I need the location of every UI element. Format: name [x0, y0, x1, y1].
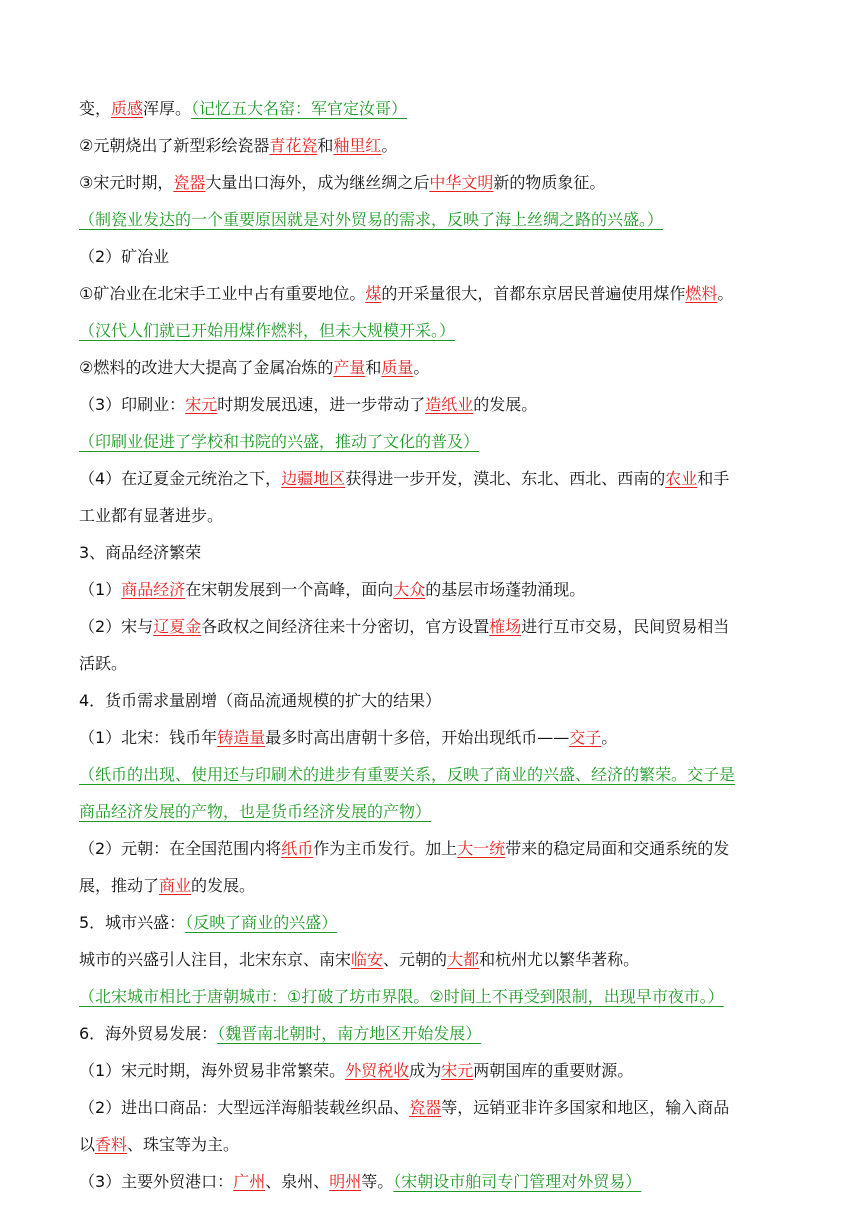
key-term: 广州 — [233, 1172, 266, 1191]
key-term: 香料 — [95, 1135, 128, 1154]
text-run: 成为 — [409, 1061, 442, 1080]
text-line — [79, 765, 791, 785]
key-term: 辽夏金 — [153, 617, 202, 636]
text-line — [79, 1024, 791, 1044]
text-run: （1）宋元时期，海外贸易非常繁荣。 — [79, 1061, 346, 1080]
text-run: 和 — [317, 136, 334, 155]
key-term: 纸币 — [281, 839, 314, 858]
text-run: 作为主币发行。加上 — [313, 839, 458, 858]
text-run: （1）北宋：钱币年 — [79, 728, 218, 747]
text-line — [79, 1135, 791, 1155]
text-line — [79, 1061, 791, 1081]
key-term: 质感 — [111, 99, 144, 118]
text-run: 和杭州尤以繁华著称。 — [479, 950, 640, 969]
text-run: 的发展。 — [191, 876, 256, 895]
text-run: 两朝国库的重要财源。 — [473, 1061, 634, 1080]
key-term: 大一统 — [457, 839, 506, 858]
key-term: 宋元 — [441, 1061, 474, 1080]
annotation-note: （记忆五大名窑：军官定汝哥） — [191, 99, 408, 118]
text-line — [79, 876, 791, 896]
text-line — [79, 432, 791, 452]
annotation-note: 商品经济发展的产物，也是货币经济发展的产物） — [79, 802, 432, 821]
text-line — [79, 913, 791, 933]
text-run: 。 — [413, 358, 430, 377]
text-line — [79, 1098, 791, 1118]
key-term: 外贸税收 — [345, 1061, 410, 1080]
text-run: 展，推动了 — [79, 876, 160, 895]
key-term: 明州 — [329, 1172, 362, 1191]
text-line — [79, 469, 791, 489]
text-run: 、元朝的 — [383, 950, 448, 969]
text-run: 的基层市场蓬勃涌现。 — [425, 580, 586, 599]
text-line — [79, 654, 791, 674]
key-term: 青花瓷 — [269, 136, 318, 155]
text-line — [79, 543, 791, 563]
text-line — [79, 580, 791, 600]
text-run: 各政权之间经济往来十分密切，官方设置 — [201, 617, 490, 636]
text-line — [79, 247, 791, 267]
text-run: （1） — [79, 580, 122, 599]
text-run: 浑厚。 — [143, 99, 192, 118]
annotation-note: （反映了商业的兴盛） — [185, 913, 338, 932]
text-line — [79, 210, 791, 230]
key-term: 边疆地区 — [281, 469, 346, 488]
text-line — [79, 691, 791, 711]
text-run: 变， — [79, 99, 112, 118]
text-run: 。 — [601, 728, 618, 747]
text-line — [79, 173, 791, 193]
key-term: 大众 — [393, 580, 426, 599]
text-run: 城市的兴盛引人注目，北宋东京、南宋 — [79, 950, 352, 969]
key-term: 煤 — [365, 284, 382, 303]
key-term: 商品经济 — [121, 580, 186, 599]
text-run: 时期发展迅速，进一步带动了 — [217, 395, 426, 414]
text-run: ②燃料的改进大大提高了金属冶炼的 — [79, 358, 334, 377]
text-line — [79, 987, 791, 1007]
text-run: 。 — [717, 284, 734, 303]
annotation-note: （汉代人们就已开始用煤作燃料，但未大规模开采。） — [79, 321, 456, 340]
annotation-note: （魏晋南北朝时，南方地区开始发展） — [217, 1024, 482, 1043]
text-run: 等。 — [361, 1172, 394, 1191]
text-run: （2）进出口商品：大型远洋海船装载丝织品、 — [79, 1098, 410, 1117]
text-line — [79, 284, 791, 304]
text-line — [79, 395, 791, 415]
text-run: 新的物质象征。 — [493, 173, 606, 192]
key-term: 造纸业 — [425, 395, 474, 414]
annotation-note: （印刷业促进了学校和书院的兴盛，推动了文化的普及） — [79, 432, 480, 451]
key-term: 商业 — [159, 876, 192, 895]
text-run: （2）元朝：在全国范围内将 — [79, 839, 282, 858]
text-run: 进行互市交易，民间贸易相当 — [521, 617, 730, 636]
text-run: ②元朝烧出了新型彩绘瓷器 — [79, 136, 270, 155]
text-line — [79, 358, 791, 378]
key-term: 釉里红 — [333, 136, 382, 155]
key-term: 交子 — [569, 728, 602, 747]
text-run: 、珠宝等为主。 — [127, 1135, 240, 1154]
key-term: 瓷器 — [409, 1098, 442, 1117]
text-line — [79, 728, 791, 748]
text-line — [79, 617, 791, 637]
text-line — [79, 839, 791, 859]
text-run: 、泉州、 — [265, 1172, 330, 1191]
key-term: 宋元 — [185, 395, 218, 414]
text-line — [79, 136, 791, 156]
key-term: 产量 — [333, 358, 366, 377]
text-run: 大量出口海外，成为继丝绸之后 — [205, 173, 430, 192]
key-term: 榷场 — [489, 617, 522, 636]
text-run: 以 — [79, 1135, 96, 1154]
key-term: 临安 — [351, 950, 384, 969]
annotation-note: （制瓷业发达的一个重要原因就是对外贸易的需求，反映了海上丝绸之路的兴盛。） — [79, 210, 664, 229]
key-term: 中华文明 — [429, 173, 494, 192]
text-line — [79, 1172, 791, 1192]
text-run: 6．海外贸易发展： — [79, 1024, 218, 1043]
text-run: 等，远销亚非许多国家和地区，输入商品 — [441, 1098, 730, 1117]
text-run: 3、商品经济繁荣 — [79, 543, 202, 562]
text-run: 5．城市兴盛： — [79, 913, 186, 932]
text-line — [79, 321, 791, 341]
text-run: 最多时高出唐朝十多倍，开始出现纸币—— — [265, 728, 570, 747]
annotation-note: （北宋城市相比于唐朝城市：①打破了坊市界限。②时间上不再受到限制，出现早市夜市。） — [79, 987, 724, 1006]
text-line — [79, 802, 791, 822]
annotation-note: （纸币的出现、使用还与印刷术的进步有重要关系，反映了商业的兴盛、经济的繁荣。交子是 — [79, 765, 736, 784]
text-run: ③宋元时期， — [79, 173, 174, 192]
annotation-note: （宋朝设市舶司专门管理对外贸易） — [393, 1172, 642, 1191]
text-run: 工业都有显著进步。 — [79, 506, 224, 525]
text-run: （2）矿冶业 — [79, 247, 170, 266]
text-run: 活跃。 — [79, 654, 128, 673]
text-run: （4）在辽夏金元统治之下， — [79, 469, 282, 488]
text-run: 和 — [365, 358, 382, 377]
text-run: 的发展。 — [473, 395, 538, 414]
text-run: 获得进一步开发，漠北、东北、西北、西南的 — [345, 469, 666, 488]
key-term: 瓷器 — [173, 173, 206, 192]
text-line — [79, 99, 791, 119]
text-run: 在宋朝发展到一个高峰，面向 — [185, 580, 394, 599]
key-term: 质量 — [381, 358, 414, 377]
text-run: 4．货币需求量剧增（商品流通规模的扩大的结果） — [79, 691, 442, 710]
key-term: 大都 — [447, 950, 480, 969]
text-run: 的开采量很大，首都东京居民普遍使用煤作 — [381, 284, 686, 303]
key-term: 燃料 — [685, 284, 718, 303]
text-run: （2）宋与 — [79, 617, 154, 636]
text-run: 带来的稳定局面和交通系统的发 — [505, 839, 730, 858]
text-run: 。 — [381, 136, 398, 155]
text-line — [79, 950, 791, 970]
text-run: （3）主要外贸港口： — [79, 1172, 234, 1191]
document-body — [79, 99, 791, 1209]
text-line — [79, 506, 791, 526]
text-run: （3）印刷业： — [79, 395, 186, 414]
key-term: 农业 — [665, 469, 698, 488]
text-run: ①矿冶业在北宋手工业中占有重要地位。 — [79, 284, 366, 303]
key-term: 铸造量 — [217, 728, 266, 747]
text-run: 和手 — [697, 469, 730, 488]
